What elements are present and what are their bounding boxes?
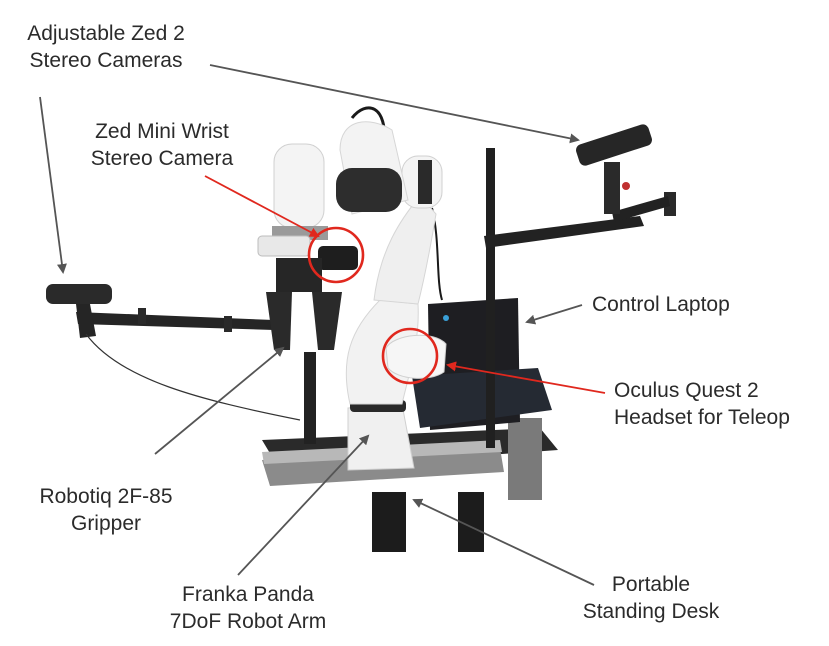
zed2-right-led bbox=[622, 182, 630, 190]
label-robotiq-gripper bbox=[18, 483, 194, 537]
mount-knob-left-1 bbox=[138, 308, 146, 324]
label-franka-line1: Franka Panda bbox=[182, 583, 314, 606]
label-standing-desk bbox=[566, 571, 736, 625]
arrow-gripper bbox=[155, 348, 283, 454]
mount-pole bbox=[486, 148, 495, 448]
laptop-led bbox=[443, 315, 449, 321]
arm-joint-wrist bbox=[274, 144, 324, 228]
mount-knob-left-2 bbox=[224, 316, 232, 332]
label-zed2-cameras bbox=[4, 20, 208, 74]
left-camera-cable bbox=[86, 334, 300, 420]
label-zed2-line2: Stereo Cameras bbox=[29, 49, 183, 72]
zed2-right-camera bbox=[574, 123, 653, 167]
arm-joint-elbow-band bbox=[418, 160, 432, 204]
label-zed2-line1: Adjustable Zed 2 bbox=[27, 22, 185, 45]
zed-mini-camera bbox=[318, 246, 358, 270]
zed2-right-stem bbox=[604, 162, 620, 214]
mount-arm-right bbox=[484, 216, 644, 248]
label-gripper-line1: Robotiq 2F-85 bbox=[39, 485, 173, 508]
arm-base bbox=[348, 404, 414, 470]
label-desk-line1: Portable bbox=[611, 573, 691, 596]
arrow-laptop bbox=[527, 305, 582, 322]
label-control-laptop bbox=[592, 291, 730, 318]
label-franka-line2: 7DoF Robot Arm bbox=[169, 610, 327, 633]
label-zed-mini-line1: Zed Mini Wrist bbox=[95, 120, 229, 143]
label-zed-mini-line2: Stereo Camera bbox=[90, 147, 234, 170]
arm-link-middle bbox=[374, 196, 436, 304]
label-desk-line2: Standing Desk bbox=[582, 600, 720, 623]
label-gripper-line2: Gripper bbox=[70, 512, 142, 535]
zed2-left-camera bbox=[46, 284, 112, 304]
label-zed-mini-camera bbox=[64, 118, 260, 172]
label-oculus-line2: Headset for Teleop bbox=[614, 406, 790, 429]
arrow-zed2-left bbox=[40, 97, 63, 272]
gripper-body bbox=[276, 258, 322, 292]
gripper-mount-post bbox=[304, 352, 316, 444]
label-oculus-headset bbox=[614, 377, 790, 431]
desk-leg-left bbox=[372, 492, 406, 552]
arm-joint-shoulder bbox=[336, 168, 402, 212]
mount-arm-left bbox=[76, 312, 274, 330]
label-laptop-line1: Control Laptop bbox=[592, 293, 730, 316]
label-oculus-line1: Oculus Quest 2 bbox=[614, 379, 759, 402]
mount-arm-left-joint bbox=[76, 304, 96, 338]
desk-clamp bbox=[508, 418, 542, 500]
wrist-mount-plate bbox=[258, 236, 310, 256]
arrow-zed2-right bbox=[210, 65, 578, 140]
mount-arm-upper bbox=[612, 196, 670, 222]
label-franka-arm bbox=[150, 581, 346, 635]
gripper-finger-right bbox=[312, 292, 342, 350]
